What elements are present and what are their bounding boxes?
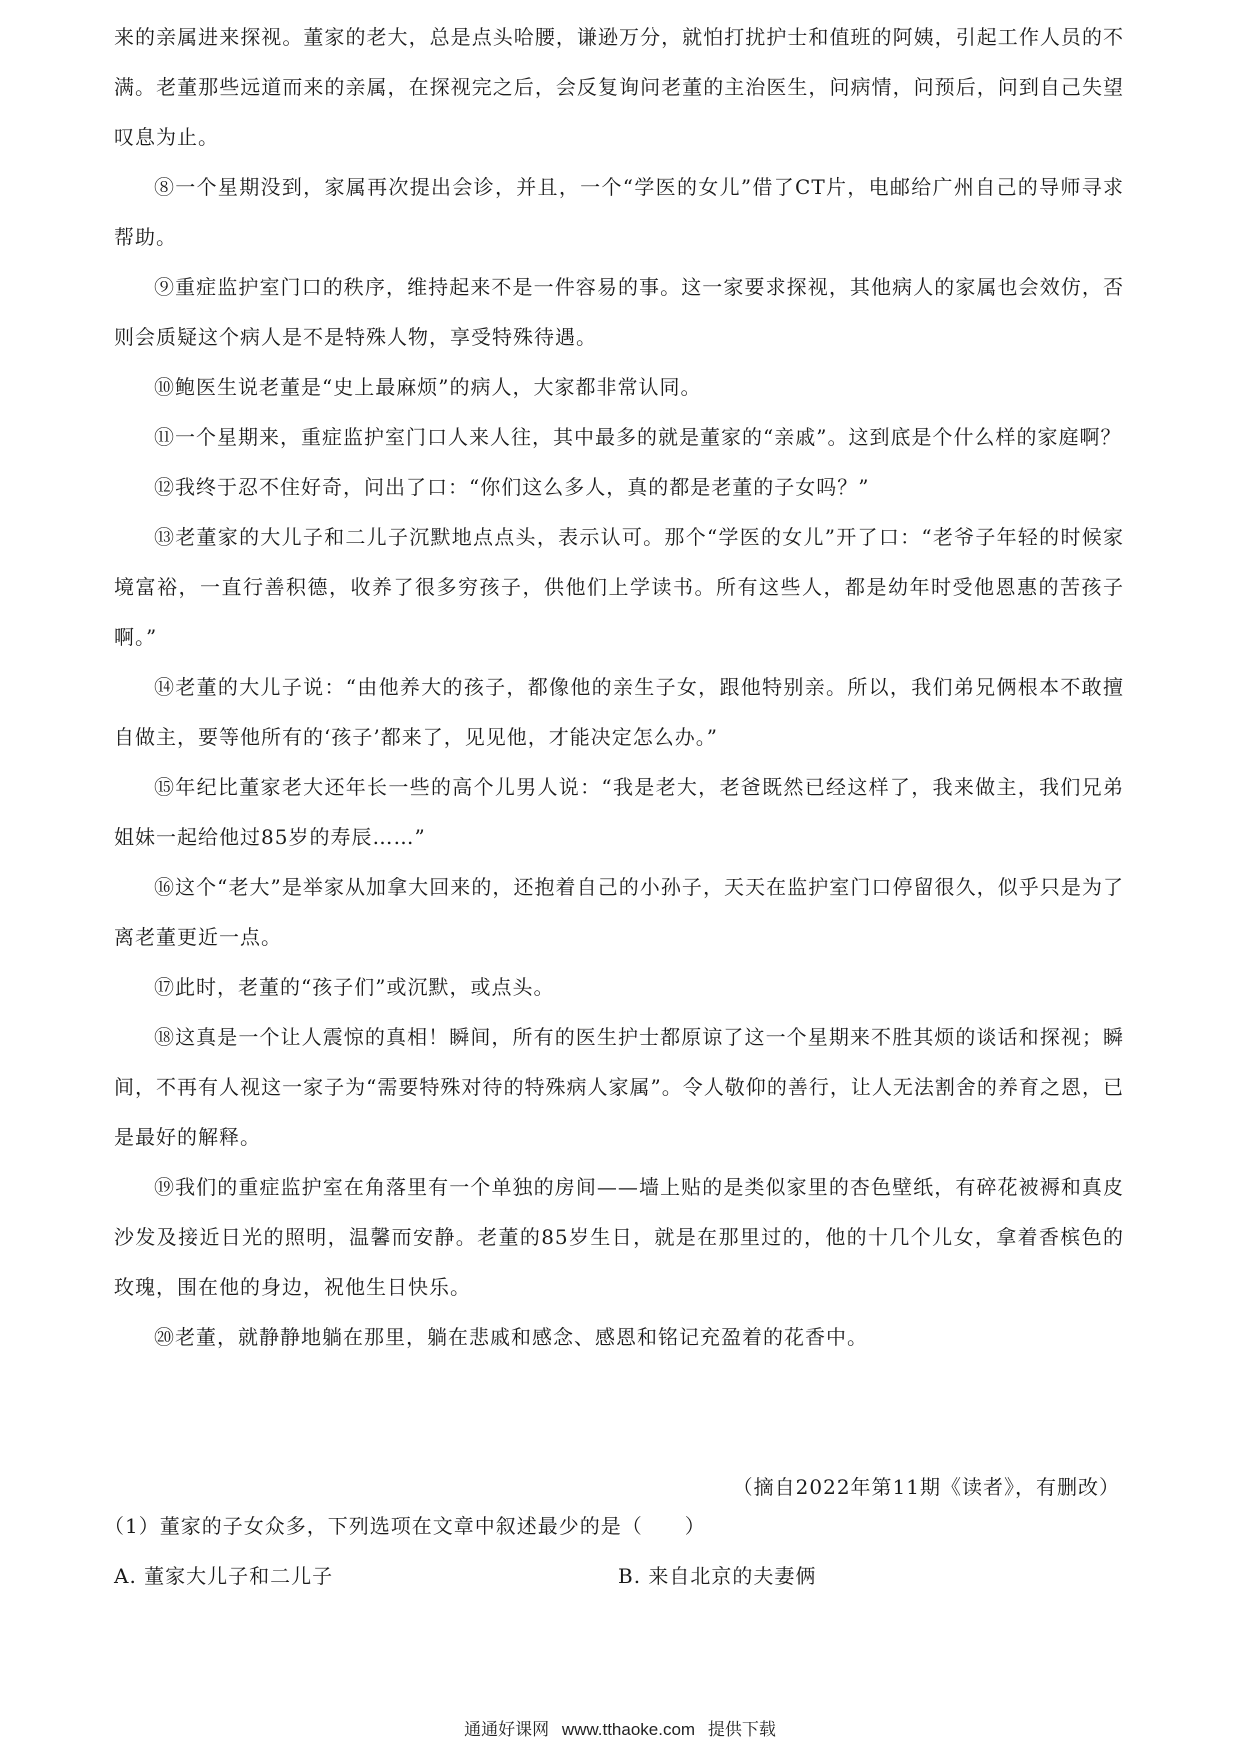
paragraph-13: ⑬老董家的大儿子和二儿子沉默地点点头，表示认可。那个“学医的女儿”开了口：“老爷子年轻的时候家境富裕，一直行善积德，收养了很多穷孩子，供他们上学读书。所有这些人，都是幼年时受他恩惠的苦孩子啊。” [114,525,1124,649]
paragraph-9: ⑨重症监护室门口的秩序，维持起来不是一件容易的事。这一家要求探视，其他病人的家属也会效仿，否则会质疑这个病人是不是特殊人物，享受特殊待遇。 [114,275,1124,349]
footer-site-name: 通通好课网 [464,1720,550,1739]
paragraph-16: ⑯这个“老大”是举家从加拿大回来的，还抱着自己的小孙子，天天在监护室门口停留很久，似乎只是为了离老董更近一点。 [114,875,1124,949]
paragraph-8: ⑧一个星期没到，家属再次提出会诊，并且，一个“学医的女儿”借了CT片，电邮给广州自己的导师寻求帮助。 [114,175,1124,249]
paragraph-11: ⑪一个星期来，重症监护室门口人来人往，其中最多的就是董家的“亲戚”。这到底是个什么样的家庭啊？ [154,425,1122,449]
option-a: A. 董家大儿子和二儿子 [114,1564,334,1588]
paragraph-19: ⑲我们的重症监护室在角落里有一个单独的房间——墙上贴的是类似家里的杏色壁纸，有碎花被褥和真皮沙发及接近日光的照明，温馨而安静。老董的85岁生日，就是在那里过的，他的十几个儿女，拿着香槟色的玫瑰，围在他的身边，祝他生日快乐。 [114,1175,1124,1299]
question-stem: （1）董家的子女众多，下列选项在文章中叙述最少的是（ ） [104,1514,706,1538]
paragraph-14: ⑭老董的大儿子说：“由他养大的孩子，都像他的亲生子女，跟他特别亲。所以，我们弟兄俩根本不敢擅自做主，要等他所有的‘孩子’都来了，见见他，才能决定怎么办。” [114,675,1124,749]
footer-url[interactable]: www.tthaoke.com [561,1720,696,1739]
paragraph-18: ⑱这真是一个让人震惊的真相！瞬间，所有的医生护士都原谅了这一个星期来不胜其烦的谈话和探视；瞬间，不再有人视这一家子为“需要特殊对待的特殊病人家属”。令人敬仰的善行，让人无法割舍的养育之恩，已是最好的解释。 [114,1025,1124,1149]
paragraph-15: ⑮年纪比董家老大还年长一些的高个儿男人说：“我是老大，老爸既然已经这样了，我来做主，我们兄弟姐妹一起给他过85岁的寿辰……” [114,775,1124,849]
paragraph-17: ⑰此时，老董的“孩子们”或沉默，或点头。 [154,975,555,999]
option-b: B. 来自北京的夫妻俩 [618,1564,817,1588]
paragraph-12: ⑫我终于忍不住好奇，问出了口：“你们这么多人，真的都是老董的子女吗？” [154,475,870,499]
footer [0,1718,1240,1742]
footer-suffix: 提供下载 [707,1720,776,1739]
paragraph-10: ⑩鲍医生说老董是“史上最麻烦”的病人，大家都非常认同。 [154,375,702,399]
paragraph-continued: 来的亲属进来探视。董家的老大，总是点头哈腰，谦逊万分，就怕打扰护士和值班的阿姨，引起工作人员的不满。老董那些远道而来的亲属，在探视完之后，会反复询问老董的主治医生，问病情，问预后，问到自己失望叹息为止。 [114,25,1124,149]
article-body [114,12,1124,1362]
article-source: （摘自2022年第11期《读者》，有删改） [732,1475,1120,1499]
paragraph-20: ⑳老董，就静静地躺在那里，躺在悲戚和感念、感恩和铭记充盈着的花香中。 [154,1325,868,1349]
